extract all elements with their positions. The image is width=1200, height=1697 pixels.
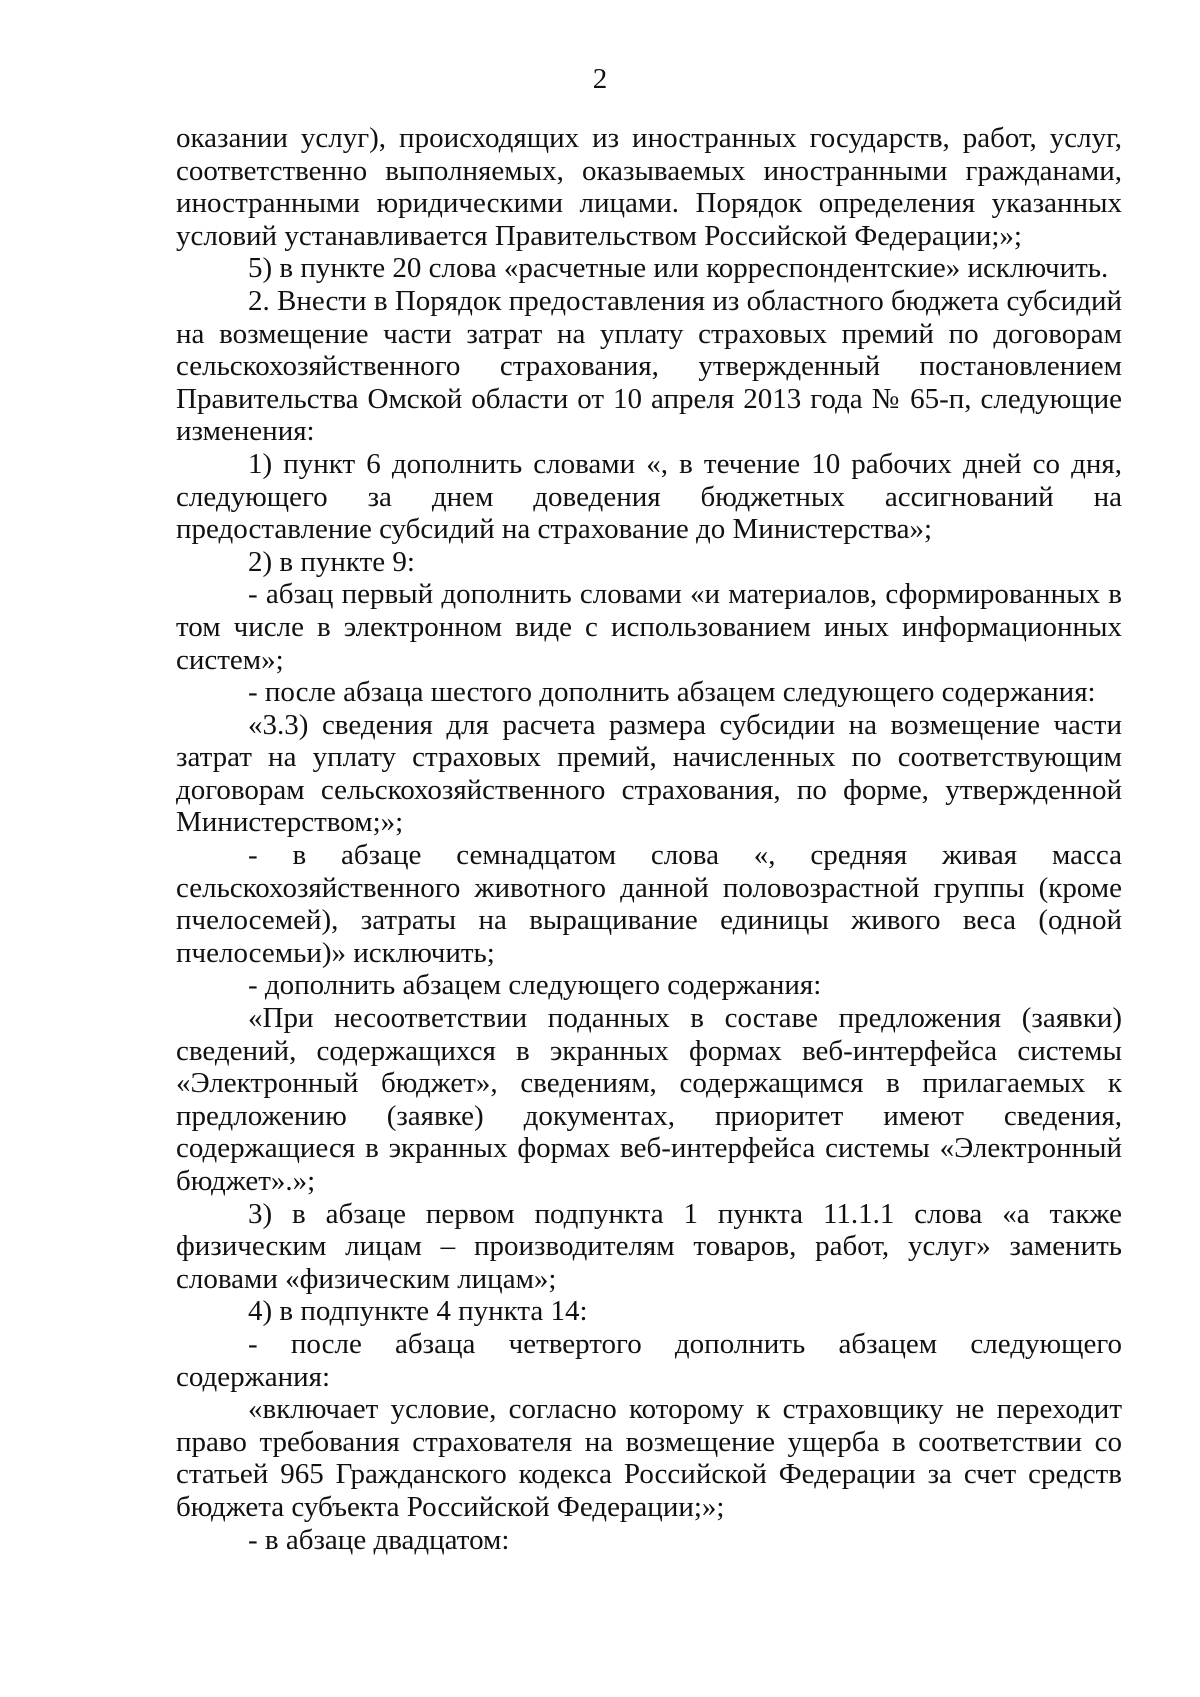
paragraph-continuation: оказании услуг), происходящих из иностранных государств, работ, услуг, соответственно выполняемых, оказываемых иностранными гражданами, иностранными юридическими лицами. Порядок определения указанных условий устанавливается Правительством Российской Федерации;»;: [176, 122, 1122, 252]
paragraph-quote-3-3: «3.3) сведения для расчета размера субсидии на возмещение части затрат на уплату страховых премий, начисленных по соответствующим договорам сельскохозяйственного страхования, по форме, утвержденной Министерством;»;: [176, 708, 1122, 839]
paragraph-subitem-3: 3) в абзаце первом подпункта 1 пункта 11.1.1 слова «а также физическим лицам – производителям товаров, работ, услуг» заменить словами «физическим лицам»;: [176, 1197, 1122, 1295]
paragraph-dash-twentieth: - в абзаце двадцатом:: [248, 1523, 510, 1556]
paragraph-quote-insurer: «включает условие, согласно которому к страховщику не переходит право требования страхователя на возмещение ущерба в соответствии со статьей 965 Гражданского кодекса Российской Федерации за счет средств бюджета субъекта Российской Федерации;»;: [176, 1393, 1122, 1523]
paragraph-subitem-4: 4) в подпункте 4 пункта 14:: [248, 1295, 588, 1328]
page-number: 2: [592, 63, 608, 95]
paragraph-dash-add-abzac: - дополнить абзацем следующего содержания:: [248, 969, 822, 1002]
paragraph-dash-after-sixth: - после абзаца шестого дополнить абзацем следующего содержания:: [248, 676, 1096, 709]
paragraph-subitem-1: 1) пункт 6 дополнить словами «, в течение 10 рабочих дней со дня, следующего за днем доведения бюджетных ассигнований на предоставление субсидий на страхование до Министерства»;: [176, 447, 1122, 546]
paragraph-dash-seventeenth: - в абзаце семнадцатом слова «, средняя живая масса сельскохозяйственного животного данной половозрастной группы (кроме пчелосемей), затраты на выращивание единицы живого веса (одной пчелосемьи)» исключить;: [176, 839, 1122, 969]
paragraph-section-2: 2. Внести в Порядок предоставления из областного бюджета субсидий на возмещение части затрат на уплату страховых премий по договорам сельскохозяйственного страхования, утвержденный постановлением Правительства Омской области от 10 апреля 2013 года № 65-п, следующие изменения:: [176, 284, 1122, 448]
paragraph-subitem-2: 2) в пункте 9:: [248, 545, 415, 578]
paragraph-dash-after-fourth: - после абзаца четвертого дополнить абзацем следующего содержания:: [176, 1327, 1122, 1393]
paragraph-item-5: 5) в пункте 20 слова «расчетные или корреспондентские» исключить.: [248, 252, 1109, 285]
document-body: [176, 122, 1122, 1556]
paragraph-quote-priority: «При несоответствии поданных в составе предложения (заявки) сведений, содержащихся в экранных формах веб-интерфейса системы «Электронный бюджет», сведениям, содержащимся в прилагаемых к предложению (заявке) документах, приоритет имеют сведения, содержащиеся в экранных формах веб-интерфейса системы «Электронный бюджет».»;: [176, 1002, 1122, 1197]
paragraph-dash-first-abzac: - абзац первый дополнить словами «и материалов, сформированных в том числе в электронном виде с использованием иных информационных систем»;: [176, 578, 1122, 676]
